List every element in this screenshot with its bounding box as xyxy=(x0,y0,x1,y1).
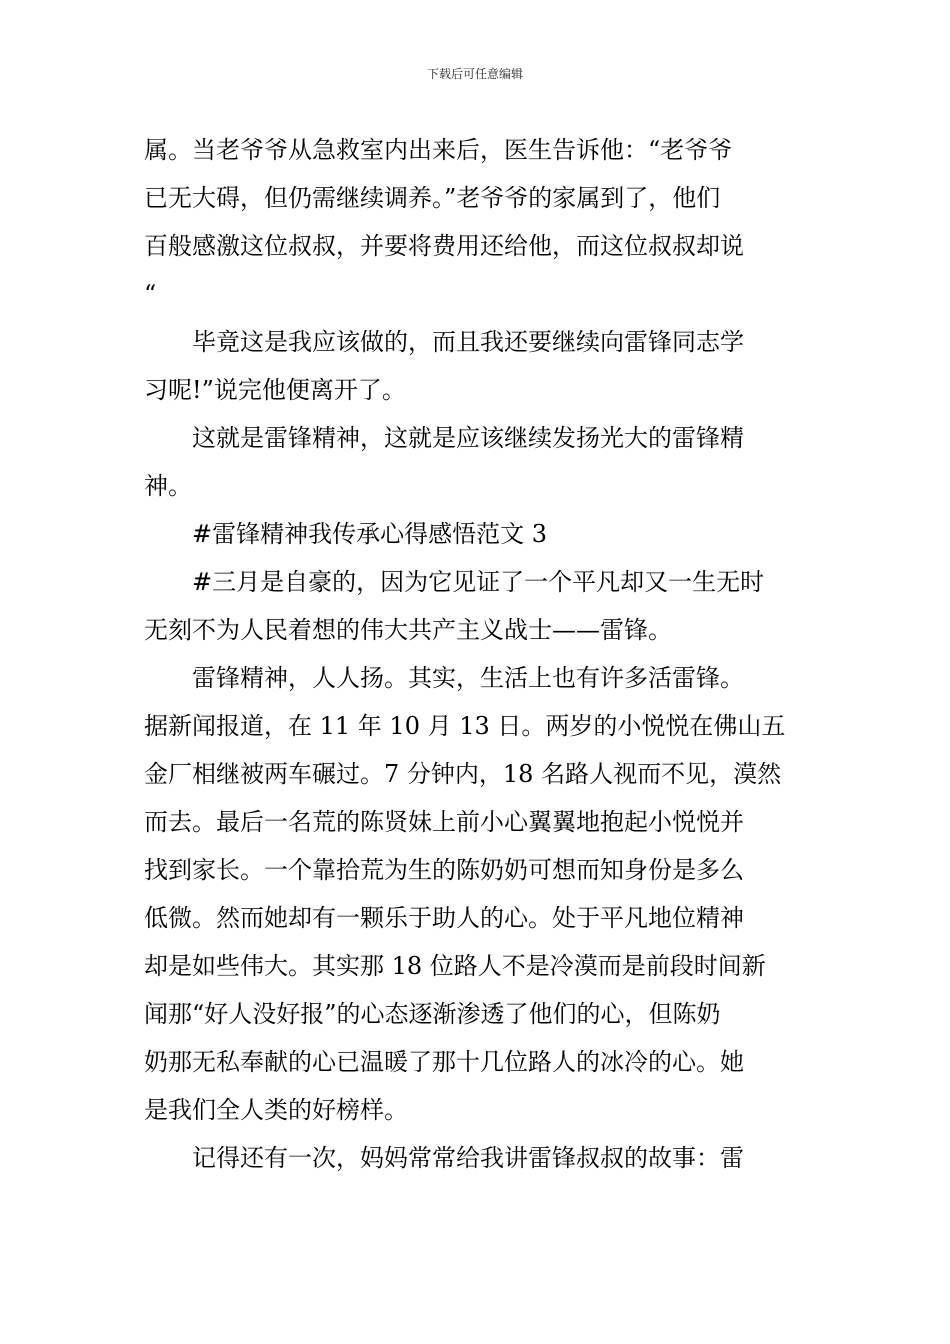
text-line: 奶那无私奉献的心已温暖了那十几位路人的冰冷的心。她 xyxy=(144,1048,744,1076)
paragraph xyxy=(144,414,808,510)
text-line: 低微。然而她却有一颗乐于助人的心。处于平凡地位精神 xyxy=(144,904,744,932)
text-line: 这就是雷锋精神，这就是应该继续发扬光大的雷锋精 xyxy=(144,424,744,452)
page-header: 下载后可任意编辑 xyxy=(426,67,523,81)
text-line: #雷锋精神我传承心得感悟范文 3 xyxy=(144,520,548,548)
paragraph xyxy=(144,1134,808,1182)
text-line: 是我们全人类的好榜样。 xyxy=(144,1096,408,1124)
text-line: 却是如些伟大。其实那 18 位路人不是冷漠而是前段时间新 xyxy=(144,952,766,980)
text-line: 百般感激这位叔叔，并要将费用还给他，而这位叔叔却说 xyxy=(144,232,744,260)
paragraph xyxy=(144,558,808,654)
text-line: 记得还有一次，妈妈常常给我讲雷锋叔叔的故事：雷 xyxy=(144,1144,744,1172)
text-line: “ xyxy=(144,280,157,308)
text-line: 已无大碍，但仍需继续调养。”老爷爷的家属到了，他们 xyxy=(144,184,721,212)
text-line: 神。 xyxy=(144,472,192,500)
text-line: 金厂相继被两车碾过。7 分钟内，18 名路人视而不见，漠然 xyxy=(144,760,782,788)
text-line: #三月是自豪的，因为它见证了一个平凡却又一生无时 xyxy=(144,568,765,596)
section-heading xyxy=(144,510,808,558)
text-line: 属。当老爷爷从急救室内出来后，医生告诉他：“老爷爷 xyxy=(144,136,733,164)
paragraph xyxy=(144,318,808,414)
text-line: 而去。最后一名荒的陈贤妹上前小心翼翼地抱起小悦悦并 xyxy=(144,808,744,836)
document-body xyxy=(144,126,808,1182)
text-line: 无刻不为人民着想的伟大共产主义战士——雷锋。 xyxy=(144,616,672,644)
paragraph xyxy=(144,654,808,1134)
text-line: 雷锋精神，人人扬。其实，生活上也有许多活雷锋。 xyxy=(144,664,744,692)
paragraph xyxy=(144,126,808,318)
text-line: 闻那“好人没好报”的心态逐渐渗透了他们的心，但陈奶 xyxy=(144,1000,721,1028)
text-line: 毕竟这是我应该做的，而且我还要继续向雷锋同志学 xyxy=(144,328,744,356)
text-line: 习呢!”说完他便离开了。 xyxy=(144,376,406,404)
text-line: 据新闻报道，在 11 年 10 月 13 日。两岁的小悦悦在佛山五 xyxy=(144,712,786,740)
text-line: 找到家长。一个靠拾荒为生的陈奶奶可想而知身份是多么 xyxy=(144,856,744,884)
